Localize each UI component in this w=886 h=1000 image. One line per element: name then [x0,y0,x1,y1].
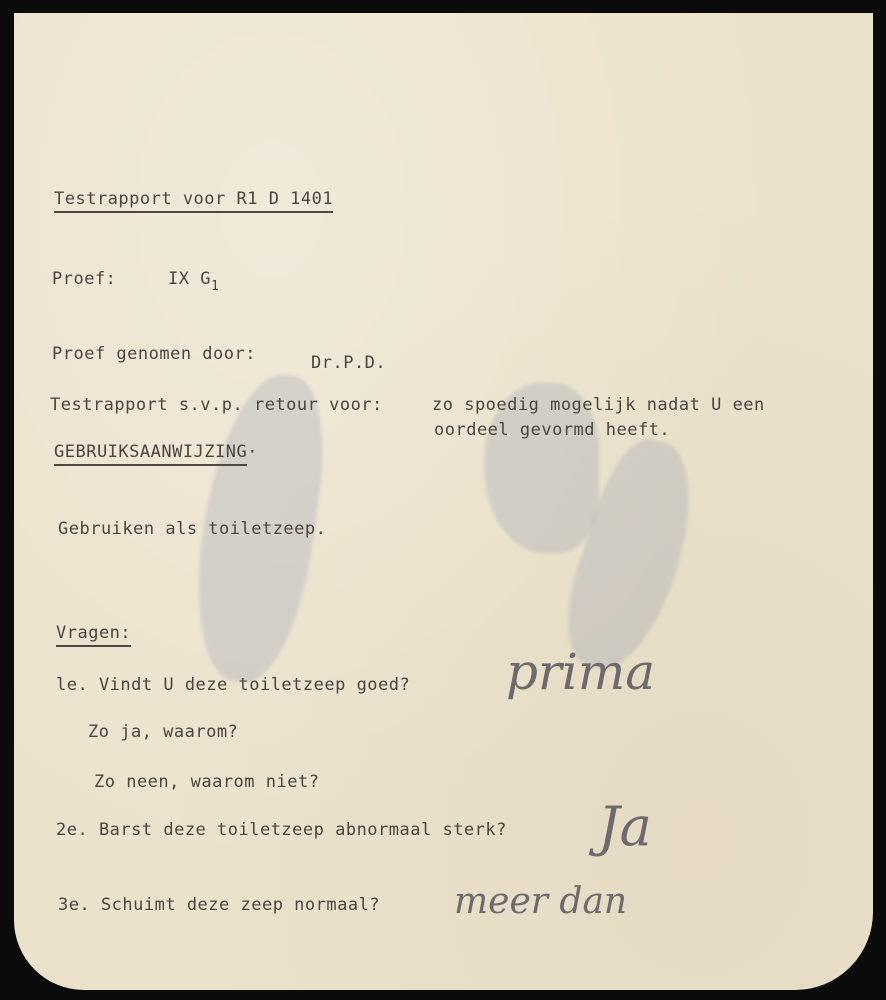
genomen-value: Dr.P.D. [311,353,387,373]
proef-value-main: IX G [168,269,211,289]
proef-value-subscript: 1 [210,279,220,294]
question-2: 2e. Barst deze toiletzeep abnormaal sterk? [56,820,507,840]
answer-1-handwriting: prima [506,643,656,701]
instructions-heading [54,442,258,462]
question-1: le. Vindt U deze toiletzeep goed? [56,675,411,695]
question-1b: Zo neen, waarom niet? [94,772,320,792]
question-1a: Zo ja, waarom? [88,722,239,742]
retour-label: Testrapport s.v.p. retour voor: [50,395,383,415]
instructions-heading-text: GEBRUIKSAANWIJZING [54,442,247,466]
genomen-label: Proef genomen door: [52,344,256,364]
retour-value-line1: zo spoedig mogelijk nadat U een [432,395,765,415]
answer-2-handwriting: Ja [598,795,652,858]
document-page [14,13,873,990]
proef-label: Proef: [52,269,117,289]
instructions-heading-suffix: · [247,442,258,462]
retour-value-line2: oordeel gevormd heeft. [434,420,671,440]
instructions-text: Gebruiken als toiletzeep. [58,519,327,539]
report-title: Testrapport voor R1 D 1401 [54,189,333,213]
proef-value [168,269,220,294]
question-3: 3e. Schuimt deze zeep normaal? [58,895,381,915]
answer-3-handwriting: meer dan [454,881,628,922]
questions-heading: Vragen: [56,623,131,647]
